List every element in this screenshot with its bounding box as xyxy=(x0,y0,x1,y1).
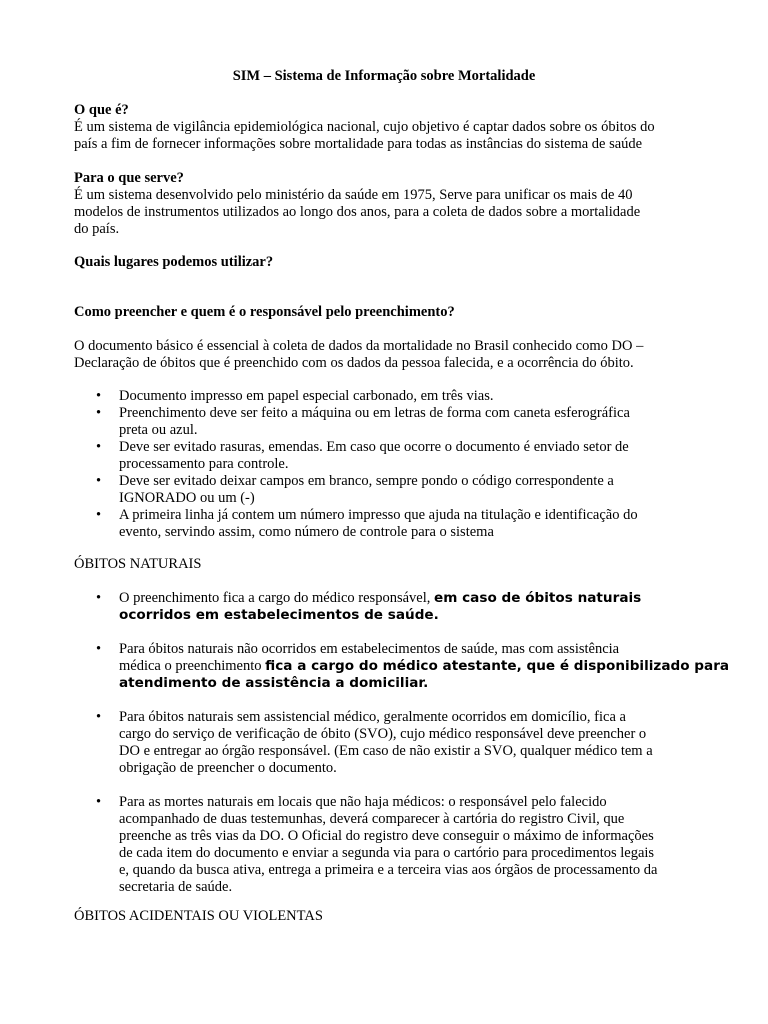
section-accidental-deaths xyxy=(74,908,698,925)
bullet-icon: • xyxy=(96,439,102,455)
paragraph-line: do país. xyxy=(74,221,120,237)
list-item: • Para óbitos naturais não ocorridos em estabelecimentos de saúde, mas com assistência médica o preenchimento fica a cargo do médico atestante, que é disponibilizado para atendimento de assistência a domiciliar. xyxy=(96,641,730,691)
list-item: • Preenchimento deve ser feito a máquina ou em letras de forma com caneta esferográfica preta ou azul. xyxy=(96,405,630,438)
bullet-icon: • xyxy=(96,507,102,523)
section-natural-deaths xyxy=(74,556,698,573)
paragraph-line: modelos de instrumentos utilizados ao longo dos anos, para a coleta de dados sobre a mortalidade xyxy=(74,204,641,220)
paragraph-line: É um sistema desenvolvido pelo ministério da saúde em 1975, Serve para unificar os mais de 40 xyxy=(74,187,633,203)
bullet-icon: • xyxy=(96,709,102,725)
section-how-to-fill-text xyxy=(74,338,698,372)
list-item: • Deve ser evitado rasuras, emendas. Em caso que ocorre o documento é enviado setor de processamento para controle. xyxy=(96,439,629,472)
paragraph-line: país a fim de fornecer informações sobre mortalidade para todas as instâncias do sistema de saúde xyxy=(74,136,643,152)
list-item: • Documento impresso em papel especial carbonado, em três vias. xyxy=(96,388,494,404)
section-heading: Quais lugares podemos utilizar? xyxy=(74,254,274,270)
list-item: • Deve ser evitado deixar campos em branco, sempre pondo o código correspondente a IGNORADO ou um (-) xyxy=(96,473,614,506)
list-item: • O preenchimento fica a cargo do médico responsável, em caso de óbitos naturais ocorridos em estabelecimentos de saúde. xyxy=(96,590,642,623)
paragraph-line: Declaração de óbitos que é preenchido com os dados da pessoa falecida, e a ocorrência do óbito. xyxy=(74,355,634,371)
bullet-icon: • xyxy=(96,794,102,810)
section-places xyxy=(74,254,698,271)
section-heading: Como preencher e quem é o responsável pelo preenchimento? xyxy=(74,304,455,320)
bullet-icon: • xyxy=(96,641,102,657)
document-title: SIM – Sistema de Informação sobre Mortalidade xyxy=(232,68,536,84)
bullet-list-natural-deaths xyxy=(74,590,730,896)
paragraph-line: É um sistema de vigilância epidemiológica nacional, cujo objetivo é captar dados sobre os óbitos do xyxy=(74,119,655,135)
section-heading: O que é? xyxy=(74,102,129,118)
bullet-list-document-rules xyxy=(74,388,698,541)
bullet-icon: • xyxy=(96,590,102,606)
section-purpose xyxy=(74,170,698,238)
section-what-is xyxy=(74,102,698,153)
section-heading: Para o que serve? xyxy=(74,170,184,186)
paragraph-line: O documento básico é essencial à coleta de dados da mortalidade no Brasil conhecido como DO – xyxy=(74,338,644,354)
section-heading: ÓBITOS NATURAIS xyxy=(74,556,202,572)
list-item: • Para óbitos naturais sem assistencial médico, geralmente ocorridos em domicílio, fica a cargo do serviço de verificação de óbito (SVO), cujo médico responsável deve preencher o DO e entregar ao órgão responsável. (Em caso de não existir a SVO, qualquer médico tem a obrigação de preencher o documento. xyxy=(96,709,653,776)
bullet-icon: • xyxy=(96,473,102,489)
section-how-to-fill xyxy=(74,304,698,321)
bullet-icon: • xyxy=(96,388,102,404)
list-item: • A primeira linha já contem um número impresso que ajuda na titulação e identificação do evento, servindo assim, como número de controle para o sistema xyxy=(96,507,638,540)
bullet-icon: • xyxy=(96,405,102,421)
section-heading: ÓBITOS ACIDENTAIS OU VIOLENTAS xyxy=(74,908,323,924)
list-item: • Para as mortes naturais em locais que não haja médicos: o responsável pelo falecido acompanhado de duas testemunhas, deverá comparecer à cartória do registro Civil, que preenche as três vias da DO. O Oficial do registro deve conseguir o máximo de informações de cada item do documento e enviar a segunda via para o cartório para procedimentos legais e, quando da busca ativa, entrega a primeira e a terceira vias aos órgãos de processamento da secretaria de saúde. xyxy=(96,794,658,895)
